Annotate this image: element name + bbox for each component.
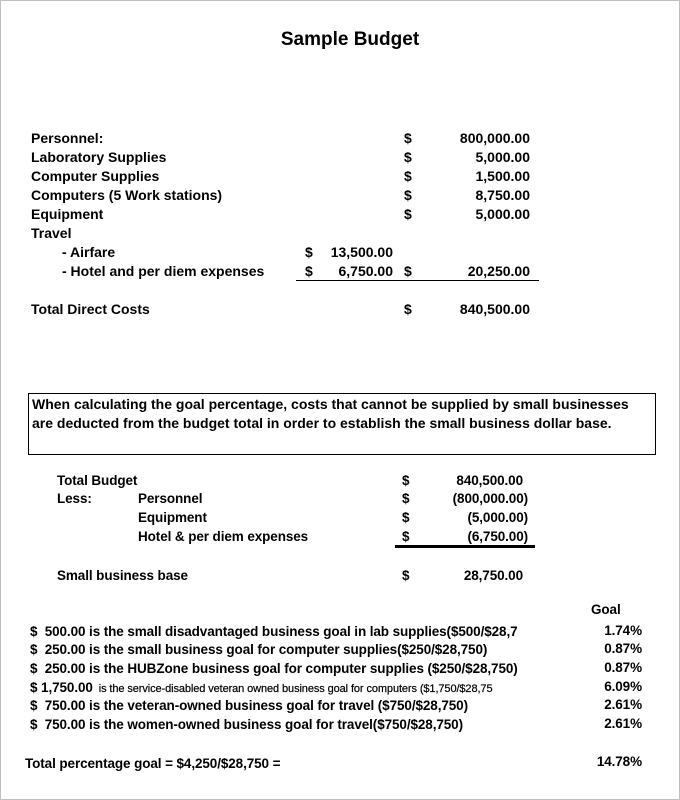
deduction-label: Personnel — [138, 491, 203, 506]
goal-row — [30, 717, 463, 733]
cost-amount: 5,000.00 — [475, 206, 530, 222]
deduction-amount: (5,000.00) — [467, 510, 528, 525]
goal-header: Goal — [591, 602, 621, 617]
total-goal-pct: 14.78% — [596, 754, 642, 769]
goal-text: is the women-owned business goal for travel($750/$28,750) — [85, 717, 463, 732]
cost-amount: 5,000.00 — [475, 149, 530, 165]
cost-label: Computer Supplies — [31, 168, 160, 184]
cost-currency: $ — [404, 263, 412, 279]
less-label: Less: — [57, 491, 92, 506]
base-amount: 28,750.00 — [463, 568, 523, 583]
goal-text: is the small disadvantaged business goal in lab supplies($500/$28,7 — [85, 624, 518, 639]
base-currency: $ — [402, 568, 410, 583]
base-label: Small business base — [57, 568, 188, 583]
goal-amount: $ 750.00 — [30, 717, 86, 732]
goal-pct: 2.61% — [604, 716, 642, 731]
goal-pct: 1.74% — [604, 623, 642, 638]
base-total-rule — [395, 545, 535, 548]
sub-currency: $ — [305, 263, 313, 279]
cost-currency: $ — [404, 206, 412, 222]
cost-label: - Airfare — [62, 244, 116, 260]
total-goal-label: Total percentage goal = $4,250/$28,750 = — [25, 756, 281, 771]
cost-currency: $ — [404, 168, 412, 184]
cost-currency: $ — [404, 130, 412, 146]
deduction-currency: $ — [402, 510, 410, 525]
total-direct-label: Total Direct Costs — [31, 301, 150, 317]
cost-label: Laboratory Supplies — [31, 149, 167, 165]
goal-text: is the veteran-owned business goal for travel ($750/$28,750) — [85, 698, 468, 713]
total-direct-currency: $ — [404, 301, 412, 317]
deduction-currency: $ — [402, 529, 410, 544]
goal-text: is the service-disabled veteran owned business goal for computers ($1,750/$28,75 — [92, 683, 493, 695]
goal-row — [30, 698, 468, 714]
sub-amount: 13,500.00 — [330, 244, 393, 260]
subtotal-rule — [296, 280, 539, 281]
total-budget-label: Total Budget — [57, 473, 138, 488]
goal-amount: $ 500.00 — [30, 624, 86, 639]
goal-row — [30, 642, 487, 658]
cost-amount: 20,250.00 — [467, 263, 530, 279]
goal-row — [30, 661, 518, 677]
goal-amount: $ 250.00 — [30, 661, 86, 676]
cost-amount: 800,000.00 — [459, 130, 530, 146]
sub-currency: $ — [305, 244, 313, 260]
total-budget-amount: 840,500.00 — [456, 473, 523, 488]
cost-amount: 1,500.00 — [475, 168, 530, 184]
goal-pct: 6.09% — [604, 679, 642, 694]
deduction-amount: (800,000.00) — [452, 491, 528, 506]
goal-amount: $ 1,750.00 — [30, 680, 93, 695]
deduction-label: Equipment — [138, 510, 207, 525]
goal-amount: $ 250.00 — [30, 642, 86, 657]
cost-currency: $ — [404, 187, 412, 203]
cost-label: - Hotel and per diem expenses — [62, 263, 265, 279]
goal-row — [30, 680, 492, 697]
goal-pct: 0.87% — [604, 660, 642, 675]
goal-text: is the HUBZone business goal for computer supplies ($250/$28,750) — [85, 661, 518, 676]
total-budget-currency: $ — [402, 473, 410, 488]
goal-pct: 0.87% — [604, 641, 642, 656]
cost-label: Travel — [31, 225, 72, 241]
sub-amount: 6,750.00 — [338, 263, 393, 279]
cost-label: Computers (5 Work stations) — [31, 187, 223, 203]
cost-currency: $ — [404, 149, 412, 165]
note-box: When calculating the goal percentage, costs that cannot be supplied by small businesses are deducted from the budget total in order to establish the small business dollar base. — [28, 393, 656, 455]
deduction-label: Hotel & per diem expenses — [138, 529, 309, 544]
cost-amount: 8,750.00 — [475, 187, 530, 203]
cost-label: Equipment — [31, 206, 104, 222]
deduction-amount: (6,750.00) — [467, 529, 528, 544]
goal-row — [30, 624, 518, 640]
cost-label: Personnel: — [31, 130, 104, 146]
total-direct-amount: 840,500.00 — [459, 301, 530, 317]
page-title: Sample Budget — [280, 29, 420, 50]
deduction-currency: $ — [402, 491, 410, 506]
goal-amount: $ 750.00 — [30, 698, 86, 713]
goal-pct: 2.61% — [604, 697, 642, 712]
goal-text: is the small business goal for computer supplies($250/$28,750) — [85, 642, 488, 657]
